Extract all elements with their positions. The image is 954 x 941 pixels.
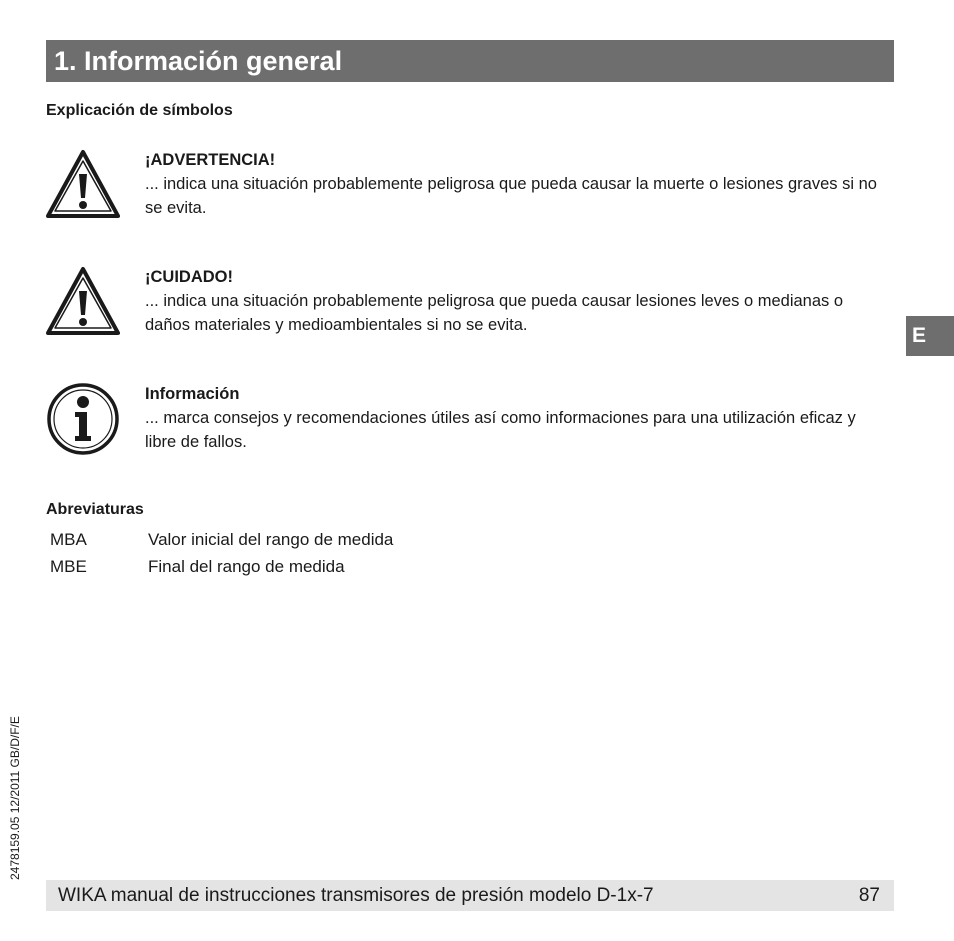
symbol-text <box>145 148 885 220</box>
warning-triangle-icon <box>46 148 120 222</box>
symbol-title: Información <box>145 385 240 403</box>
abbreviation-key: MBE <box>50 557 87 576</box>
abbreviation-value: Valor inicial del rango de medida <box>148 530 394 549</box>
symbol-block-caution <box>46 265 886 355</box>
section-title: 1. Información general <box>46 40 894 82</box>
document-code: 2478159.05 12/2011 GB/D/F/E <box>8 716 22 880</box>
symbol-text <box>145 265 885 337</box>
abbreviation-key: MBA <box>50 530 87 549</box>
symbol-block-warning <box>46 148 886 238</box>
symbol-description: ... marca consejos y recomendaciones útiles así como informaciones para una utilización eficaz y libre de fallos. <box>145 409 856 451</box>
abbreviations-heading: Abreviaturas <box>46 501 144 518</box>
footer-title: WIKA manual de instrucciones transmisores de presión modelo D-1x-7 <box>58 885 654 906</box>
info-circle-icon <box>46 382 120 456</box>
symbols-heading: Explicación de símbolos <box>46 102 233 119</box>
page-number: 87 <box>858 885 880 906</box>
symbol-title: ¡CUIDADO! <box>145 268 233 286</box>
symbol-text <box>145 382 885 454</box>
symbol-description: ... indica una situación probablemente peligrosa que pueda causar lesiones leves o medianas o daños materiales y medioambientales si no se evita. <box>145 292 844 334</box>
language-tab: E <box>906 316 954 356</box>
symbol-title: ¡ADVERTENCIA! <box>145 151 276 169</box>
symbol-block-info <box>46 382 886 472</box>
symbol-description: ... indica una situación probablemente peligrosa que pueda causar la muerte o lesiones graves si no se evita. <box>145 175 877 217</box>
warning-triangle-icon <box>46 265 120 339</box>
footer <box>46 880 894 911</box>
abbreviation-value: Final del rango de medida <box>148 557 345 576</box>
